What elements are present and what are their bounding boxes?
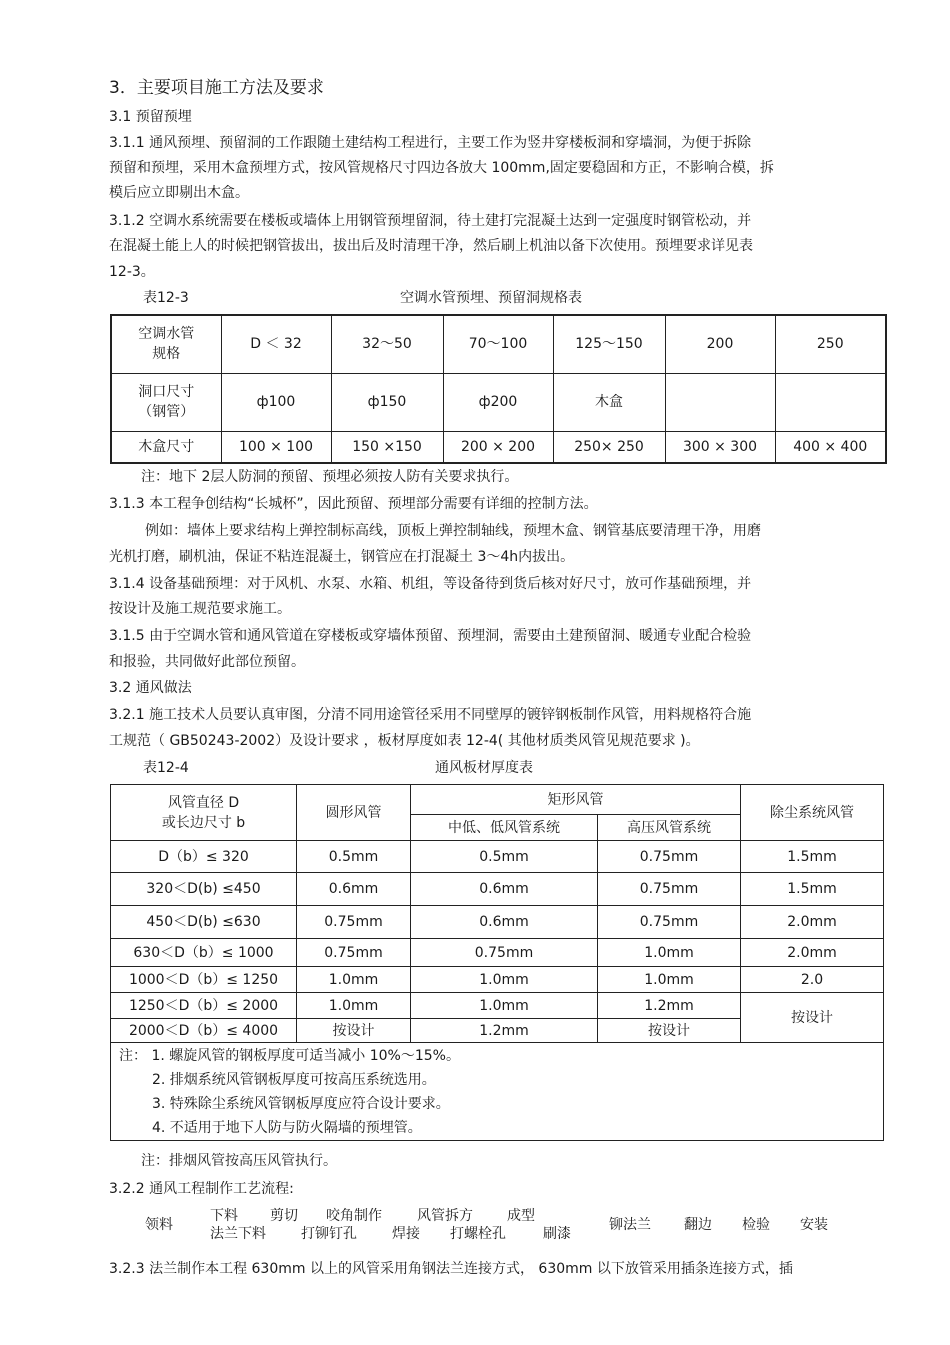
table-cell: 1.0mm [297,993,411,1019]
table-12-4-title: 通风板材厚度表 [435,760,533,776]
flow-bottom-step: 法兰下料 [210,1226,266,1242]
table-row [111,906,884,939]
table-note-1: 注： 1. 螺旋风管的钢板厚度可适当减小 10%～15%。 [119,1048,460,1064]
table-notes-row [111,1043,884,1141]
table-row [111,373,886,431]
table-cell: 0.5mm [297,841,411,873]
table-cell: 630＜D（b）≤ 1000 [111,939,297,967]
para-3-2-1-line1: 3.2.1 施工技术人员要认真审图，分清不同用途管径采用不同壁厚的镀锌钢板制作风管，用料规格符合施 [109,707,752,723]
table-row [111,993,884,1019]
flow-end-step: 铆法兰 [609,1217,651,1233]
table-cell: 250 [775,315,886,373]
para-3-1-3-line1: 3.1.3 本工程争创结构“长城杯”，因此预留、预埋部分需要有详细的控制方法。 [109,496,598,512]
table-cell: 0.6mm [411,873,598,906]
table-cell [775,373,886,431]
table-row [111,315,886,373]
table-cell: 1.5mm [741,841,884,873]
para-3-1-1-line1: 3.1.1 通风预埋、预留洞的工作跟随土建结构工程进行，主要工作为竖井穿楼板洞和穿墙洞，为便于拆除 [109,135,752,151]
table-cell [665,373,775,431]
flow-top-step: 下料 [210,1208,238,1224]
table-cell: D（b）≤ 320 [111,841,297,873]
table-cell: 400 × 400 [775,431,886,463]
table-12-3-label: 表12-3 [143,290,189,306]
section-title: 3．主要项目施工方法及要求 [109,78,324,98]
table-cell: 1000＜D（b）≤ 1250 [111,967,297,993]
table-cell: 250× 250 [553,431,665,463]
para-3-2-1-line2: 工规范（ GB50243-2002）及设计要求 ，板材厚度如表 12-4( 其他材质类风管见规范要求 )。 [109,733,700,749]
table-note-2: 2. 排烟系统风管钢板厚度可按高压系统选用。 [152,1072,436,1088]
table-notes-cell [111,1043,884,1141]
table-12-4-label: 表12-4 [143,760,189,776]
subsection-3-1: 3.1 预留预埋 [109,109,192,125]
table-cell: 0.75mm [411,939,598,967]
table-cell: 125～150 [553,315,665,373]
table-cell: 木盒尺寸 [111,431,221,463]
table-header-cell: 中低、低风管系统 [411,815,598,841]
table-cell: 按设计 [741,993,884,1043]
table-cell: 1.0mm [411,967,598,993]
flow-top-step: 风管拆方 [417,1208,473,1224]
table-cell: 按设计 [598,1019,741,1043]
table-cell: 0.75mm [297,906,411,939]
table-12-4-after-note: 注：排烟风管按高压风管执行。 [141,1153,337,1169]
table-header-cell: 高压风管系统 [598,815,741,841]
table-row [111,967,884,993]
table-cell: 0.75mm [297,939,411,967]
table-cell: 150 ×150 [331,431,443,463]
table-header-cell: 圆形风管 [297,785,411,841]
para-3-1-1-line3: 模后应立即剔出木盒。 [109,185,249,201]
para-3-2-3: 3.2.3 法兰制作本工程 630mm 以上的风管采用角钢法兰连接方式， 630mm 以下放管采用插条连接方式，插 [109,1261,793,1277]
table-row [111,841,884,873]
flow-top-step: 剪切 [270,1208,298,1224]
table-cell: 200 × 200 [443,431,553,463]
flow-end-step: 检验 [742,1217,770,1233]
table-cell: 0.75mm [598,906,741,939]
para-3-1-1-line2: 预留和预埋，采用木盒预埋方式，按风管规格尺寸四边各放大 100mm,固定要稳固和方正，不影响合模，拆 [109,160,774,176]
table-header-cell: 矩形风管 [411,785,741,815]
table-cell: 洞口尺寸 （钢管） [111,373,221,431]
table-cell: 空调水管 规格 [111,315,221,373]
table-cell: 1.0mm [598,967,741,993]
table-cell: 1.2mm [411,1019,598,1043]
table-cell: 1250＜D（b）≤ 2000 [111,993,297,1019]
para-3-1-4-line1: 3.1.4 设备基础预埋：对于风机、水泵、水箱、机组，等设备待到货后核对好尺寸，放可作基础预埋，并 [109,576,752,592]
para-3-1-2-line3: 12-3。 [109,264,155,280]
table-cell: 100 × 100 [221,431,331,463]
table-cell: 0.6mm [297,873,411,906]
table-row [111,939,884,967]
table-cell: 1.5mm [741,873,884,906]
table-cell: ф200 [443,373,553,431]
table-cell: 0.75mm [598,841,741,873]
table-note-4: 4. 不适用于地下人防与防火隔墙的预埋管。 [152,1120,422,1136]
flow-bottom-step: 焊接 [392,1226,420,1242]
table-header-cell: 风管直径 D 或长边尺寸 b [111,785,297,841]
subsection-3-2: 3.2 通风做法 [109,680,192,696]
table-cell: 2.0 [741,967,884,993]
flow-bottom-step: 刷漆 [543,1226,571,1242]
para-3-1-5-line2: 和报验，共同做好此部位预留。 [109,654,305,670]
flow-top-step: 咬角制作 [326,1208,382,1224]
table-cell: 按设计 [297,1019,411,1043]
table-cell: 1.2mm [598,993,741,1019]
table-cell: ф100 [221,373,331,431]
table-12-4 [110,784,884,1141]
table-cell: 0.6mm [411,906,598,939]
para-3-1-2-line2: 在混凝土能上人的时候把钢管拔出，拔出后及时清理干净，然后刷上机油以备下次使用。预埋要求详见表 [109,238,753,254]
table-cell: ф150 [331,373,443,431]
table-cell: D ＜ 32 [221,315,331,373]
flow-start: 领料 [145,1217,173,1233]
table-header-row [111,785,884,815]
para-3-1-5-line1: 3.1.5 由于空调水管和通风管道在穿楼板或穿墙体预留、预埋洞，需要由土建预留洞、暖通专业配合检验 [109,628,752,644]
flow-end-step: 翻边 [684,1217,712,1233]
table-12-3 [110,314,887,464]
table-cell: 木盒 [553,373,665,431]
table-cell: 450＜D(b) ≤630 [111,906,297,939]
para-3-2-2: 3.2.2 通风工程制作工艺流程: [109,1181,294,1197]
table-12-3-note: 注：地下 2层人防洞的预留、预埋必须按人防有关要求执行。 [141,469,519,485]
table-cell: 300 × 300 [665,431,775,463]
flow-bottom-step: 打铆钉孔 [301,1226,357,1242]
table-cell: 2000＜D（b）≤ 4000 [111,1019,297,1043]
table-row [111,431,886,463]
table-cell: 1.0mm [297,967,411,993]
table-cell: 70～100 [443,315,553,373]
para-3-1-4-line2: 按设计及施工规范要求施工。 [109,601,291,617]
table-cell: 2.0mm [741,906,884,939]
table-cell: 1.0mm [411,993,598,1019]
table-cell: 0.5mm [411,841,598,873]
table-row [111,873,884,906]
table-cell: 0.75mm [598,873,741,906]
table-cell: 320＜D(b) ≤450 [111,873,297,906]
table-12-3-title: 空调水管预埋、预留洞规格表 [400,290,582,306]
flow-end-step: 安装 [800,1217,828,1233]
flow-bottom-step: 打螺栓孔 [450,1226,506,1242]
table-header-cell: 除尘系统风管 [741,785,884,841]
table-cell: 2.0mm [741,939,884,967]
table-note-3: 3. 特殊除尘系统风管钢板厚度应符合设计要求。 [152,1096,450,1112]
flow-top-step: 成型 [507,1208,535,1224]
para-3-1-3-line2: 例如：墙体上要求结构上弹控制标高线，顶板上弹控制轴线，预埋木盒、钢管基底要清理干净，用磨 [145,523,761,539]
table-cell: 32～50 [331,315,443,373]
table-cell: 1.0mm [598,939,741,967]
para-3-1-2-line1: 3.1.2 空调水系统需要在楼板或墙体上用钢管预埋留洞，待土建打完混凝土达到一定强度时钢管松动，并 [109,213,752,229]
para-3-1-3-line3: 光机打磨，刷机油，保证不粘连混凝土，钢管应在打混凝土 3～4h内拔出。 [109,549,575,565]
table-cell: 200 [665,315,775,373]
